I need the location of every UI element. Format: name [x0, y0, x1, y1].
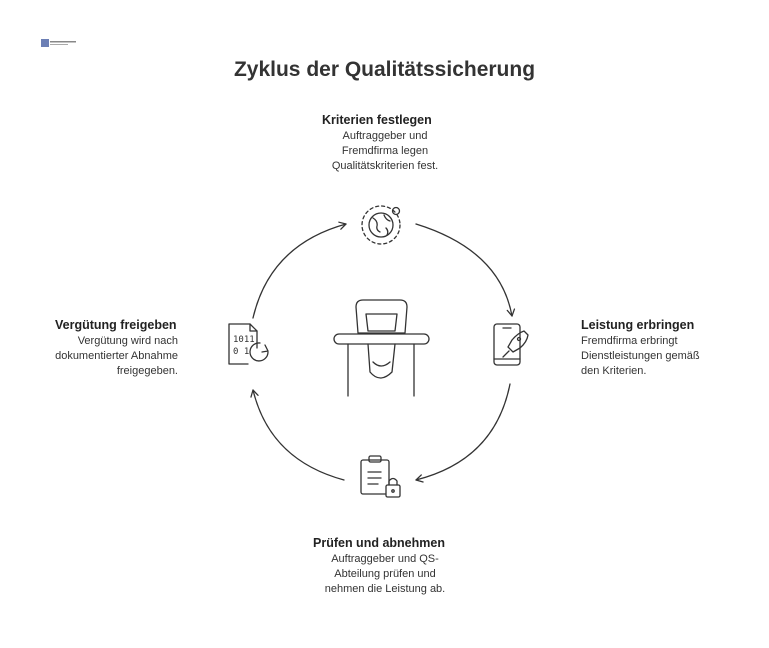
desc-line: nehmen die Leistung ab.: [324, 583, 446, 595]
clipboard-lock-icon: [361, 456, 400, 497]
globe-icon: [362, 206, 400, 244]
desc-line: Qualitätskriterien fest.: [331, 160, 439, 172]
diagram-title: Zyklus der Qualitätssicherung: [233, 58, 536, 81]
desc-line: Auftraggeber und QS-: [331, 553, 439, 565]
binary-file-refresh-icon: [229, 324, 268, 364]
phone-rocket-icon: [494, 324, 528, 365]
step-title-perform: Leistung erbringen: [581, 318, 695, 332]
step-title-payment: Vergütung freigeben: [55, 318, 177, 332]
desc-line: Fremdfirma legen: [341, 145, 429, 157]
desc-line: Auftraggeber und: [342, 130, 428, 142]
step-title-check: Prüfen und abnehmen: [313, 536, 445, 550]
arrow-right-to-bottom: [416, 384, 510, 480]
arrow-left-to-top: [253, 224, 346, 318]
desc-line: den Kriterien.: [581, 365, 647, 377]
desc-line: Dienstleistungen gemäß: [581, 350, 700, 362]
svg-text:1011: 1011: [233, 335, 255, 345]
arrow-top-to-right: [416, 224, 512, 316]
desc-line: Vergütung wird nach: [77, 335, 178, 347]
arrow-bottom-to-left: [253, 390, 344, 480]
desc-line: Abteilung prüfen und: [334, 568, 436, 580]
desc-line: freigegeben.: [116, 365, 178, 377]
desc-line: Fremdfirma erbringt: [581, 335, 678, 347]
svg-text:0 1: 0 1: [233, 347, 250, 357]
desc-line: dokumentierter Abnahme: [55, 350, 178, 362]
high-chair-icon: [334, 300, 429, 396]
step-title-criteria: Kriterien festlegen: [322, 113, 432, 127]
